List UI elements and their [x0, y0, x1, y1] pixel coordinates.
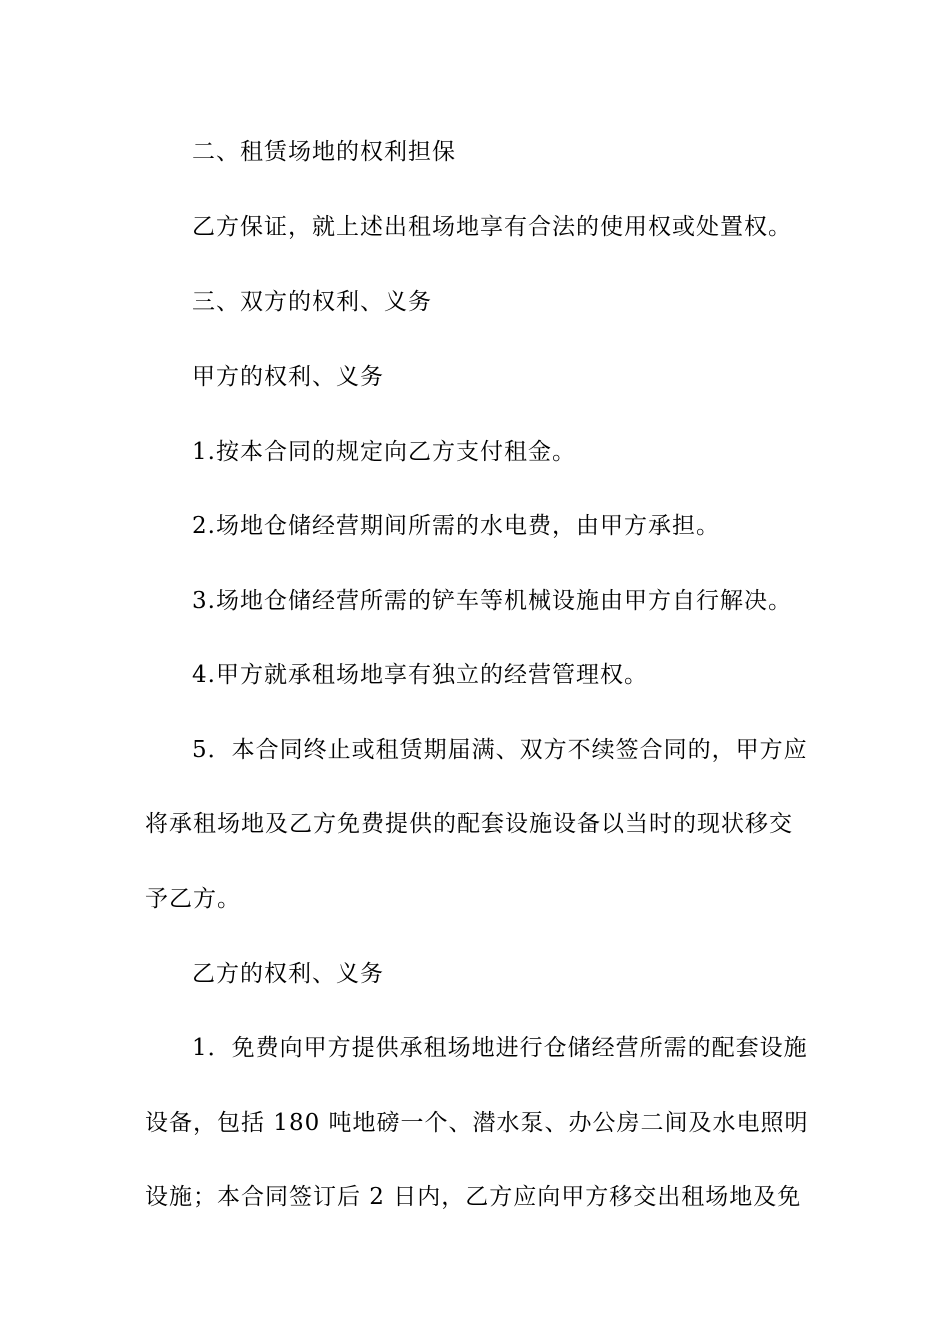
list-item: 4.甲方就承租场地享有独立的经营管理权。 [192, 662, 648, 688]
list-item-continuation: 予乙方。 [145, 886, 241, 912]
list-item: 2.场地仓储经营期间所需的水电费，由甲方承担。 [192, 513, 720, 539]
section-heading-2: 二、租赁场地的权利担保 [192, 139, 456, 165]
list-item: 1.按本合同的规定向乙方支付租金。 [192, 439, 576, 465]
list-item-continuation: 设施；本合同签订后 2 日内，乙方应向甲方移交出租场地及免 [145, 1184, 802, 1210]
paragraph-line: 乙方保证，就上述出租场地享有合法的使用权或处置权。 [192, 214, 792, 240]
list-item: 5．本合同终止或租赁期届满、双方不续签合同的，甲方应 [192, 737, 808, 763]
list-item: 1．免费向甲方提供承租场地进行仓储经营所需的配套设施 [192, 1035, 808, 1061]
subsection-heading-party-b: 乙方的权利、义务 [192, 961, 384, 987]
section-heading-3: 三、双方的权利、义务 [192, 289, 432, 315]
list-item-continuation: 将承租场地及乙方免费提供的配套设施设备以当时的现状移交 [145, 811, 793, 837]
list-item-continuation: 设备，包括 180 吨地磅一个、潜水泵、办公房二间及水电照明 [145, 1110, 809, 1136]
list-item: 3.场地仓储经营所需的铲车等机械设施由甲方自行解决。 [192, 588, 792, 614]
subsection-heading-party-a: 甲方的权利、义务 [192, 364, 384, 390]
